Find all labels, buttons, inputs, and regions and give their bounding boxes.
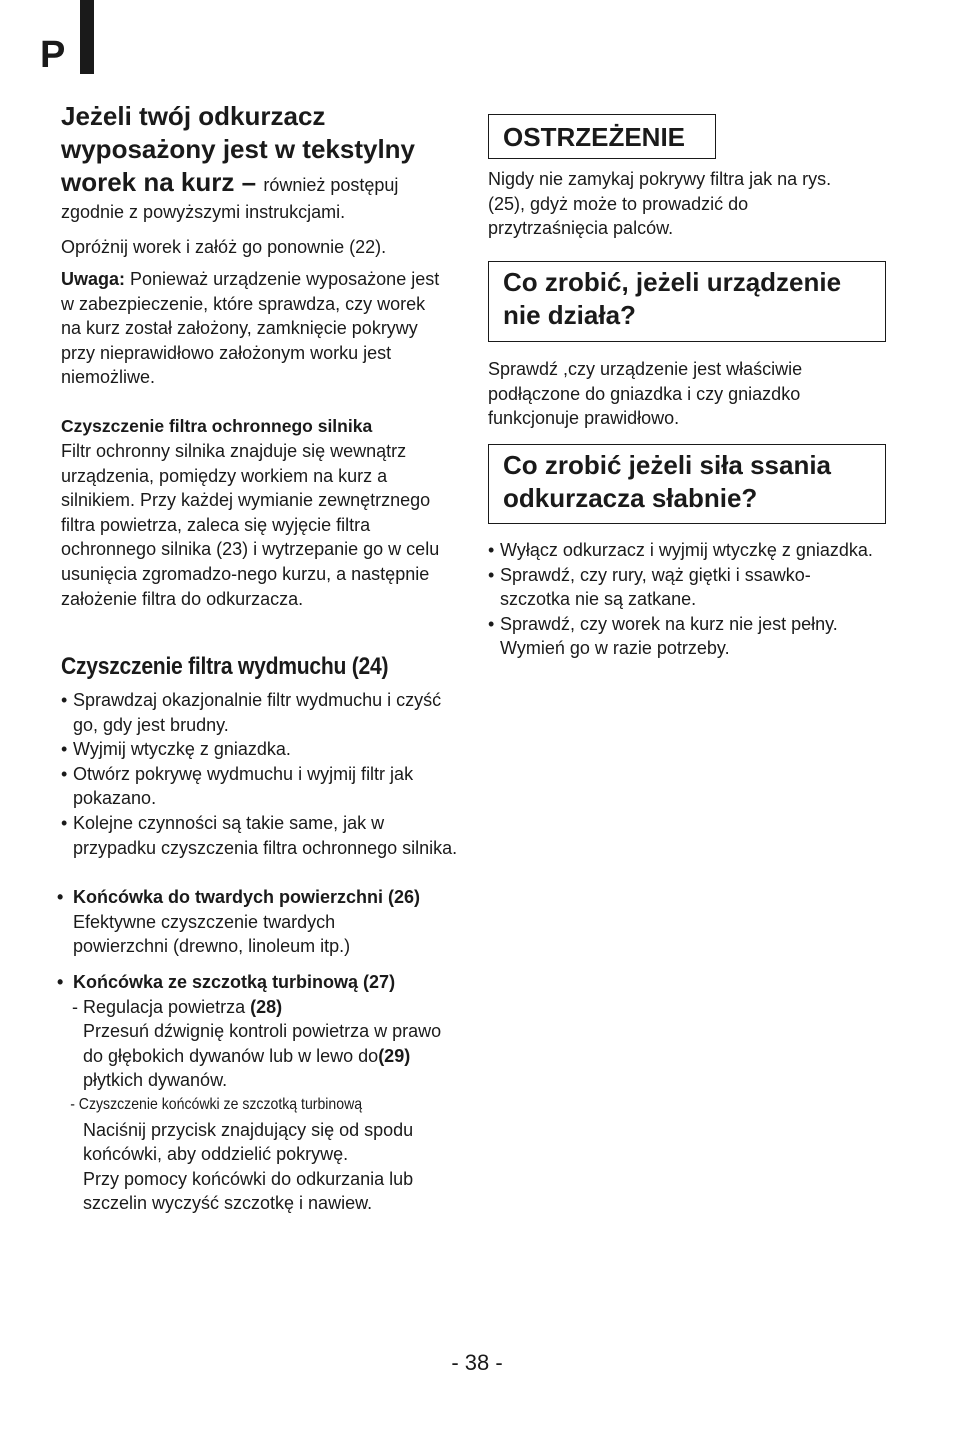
list-item-text: Sprawdzaj okazjonalnie filtr wydmuchu i czyść go, gdy jest brudny.	[73, 690, 442, 735]
suction-title: Co zrobić jeżeli siła ssania odkurzacza słabnie?	[503, 450, 832, 513]
list-item: • Wyłącz odkurzacz i wyjmij wtyczkę z gniazdka.	[488, 540, 873, 560]
exhaust-filter-list	[61, 688, 461, 860]
list-item-text: Sprawdź, czy worek na kurz nie jest pełny. Wymień go w razie potrzeby.	[500, 613, 838, 659]
exhaust-filter-title: Czyszczenie filtra wydmuchu (24)	[61, 653, 389, 680]
warning-text: Nigdy nie zamykaj pokrywy filtra jak na rys. (25), gdyż może to prowadzić do przytrzaśnięcia palców.	[488, 169, 832, 239]
turbo-clean-text-2: Przy pomocy końcówki do odkurzania lub szczelin wyczyść szczotkę i nawiew.	[83, 1168, 414, 1214]
air-regulation-text-b: płytkich dywanów.	[83, 1070, 228, 1091]
list-item: • Kolejne czynności są takie same, jak w przypadku czyszczenia filtra ochronnego silnika.	[61, 812, 458, 858]
heading-line-1: Jeżeli twój odkurzacz	[61, 101, 326, 131]
note-text: Ponieważ urządzenie wyposażone jest w zabezpieczenie, które sprawdza, czy worek na kurz został założony, zamknięcie pokrywy przy nieprawidłowo założonym worku jest niemożliwe.	[61, 269, 440, 388]
motor-filter-title: Czyszczenie filtra ochronnego silnika	[61, 416, 373, 436]
air-regulation-label-line	[57, 995, 467, 1020]
turbo-clean-label: - Czyszczenie końcówki ze szczotką turbinową	[70, 1095, 363, 1113]
turbo-brush-title-text: Końcówka ze szczotką turbinową (27)	[73, 972, 396, 992]
warning-title: OSTRZEŻENIE	[503, 122, 686, 152]
turbo-clean-text-1: Naciśnij przycisk znajdujący się od spodu końcówki, aby oddzielić pokrywę.	[83, 1119, 414, 1165]
air-regulation-ref-2: (29)	[378, 1045, 411, 1066]
language-letter: P	[40, 34, 66, 76]
bullet: •	[57, 972, 64, 992]
heading-tail: również postępuj	[263, 175, 399, 195]
warning-box	[488, 114, 716, 159]
hard-floor-section	[57, 885, 457, 959]
list-item-text: Otwórz pokrywę wydmuchu i wyjmij filtr jak pokazano.	[73, 763, 414, 809]
hard-floor-title	[57, 885, 457, 910]
not-working-text: Sprawdź ,czy urządzenie jest właściwie podłączone do gniazdka i czy gniazdko funkcjonuje prawidłowo.	[488, 359, 803, 429]
note-label: Uwaga:	[61, 269, 126, 289]
not-working-box	[488, 261, 886, 342]
note-paragraph	[61, 267, 441, 390]
hard-floor-title-text: Końcówka do twardych powierzchni (26)	[73, 887, 421, 907]
list-item: • Sprawdź, czy rury, wąż giętki i ssawko-szczotka nie są zatkane.	[488, 564, 811, 610]
list-item: • Wyjmij wtyczkę z gniazdka.	[61, 739, 291, 760]
heading-line-2: wyposażony jest w tekstylny	[61, 134, 416, 164]
list-item-text: Wyłącz odkurzacz i wyjmij wtyczkę z gniazdka.	[500, 540, 873, 560]
heading-line-3-text: worek na kurz	[61, 167, 235, 197]
air-regulation-text-a: Przesuń dźwignię kontroli powietrza w prawo do głębokich dywanów lub w lewo do	[83, 1021, 442, 1066]
heading-dash: –	[241, 167, 257, 197]
list-item: • Sprawdzaj okazjonalnie filtr wydmuchu i czyść go, gdy jest brudny.	[61, 690, 442, 735]
suction-box	[488, 444, 886, 524]
turbo-brush-section	[57, 970, 467, 1216]
motor-filter-text: Filtr ochronny silnika znajduje się wewnątrz urządzenia, pomiędzy workiem na kurz a silnikiem. Przy każdej wymianie zewnętrznego filtra powietrza, zaleca się wyjęcie filtra ochronnego silnika (23) i wytrzepanie go w celu usunięcia zgromadzo-nego kurzu, a następnie założenie filtra do odkurzacza.	[61, 441, 440, 609]
list-item-text: Sprawdź, czy rury, wąż giętki i ssawko-szczotka nie są zatkane.	[500, 564, 811, 610]
bullet: •	[57, 887, 64, 907]
list-item: • Otwórz pokrywę wydmuchu i wyjmij filtr jak pokazano.	[61, 763, 414, 809]
air-regulation-text	[57, 1019, 463, 1093]
air-regulation-label: - Regulacja powietrza	[72, 996, 246, 1017]
suction-list	[488, 538, 898, 661]
air-regulation-ref: (28)	[250, 996, 283, 1017]
language-bar	[80, 0, 94, 74]
heading-line-3	[61, 166, 471, 202]
empty-bag-instruction: Opróżnij worek i załóż go ponownie (22).	[61, 237, 387, 257]
textile-bag-heading	[61, 100, 471, 202]
page-number: - 38 -	[451, 1350, 503, 1375]
hard-floor-text: Efektywne czyszczenie twardych powierzchni (drewno, linoleum itp.)	[73, 911, 351, 957]
not-working-title: Co zrobić, jeżeli urządzenie nie działa?	[503, 267, 842, 330]
list-item: • Sprawdź, czy worek na kurz nie jest pełny. Wymień go w razie potrzeby.	[488, 613, 838, 659]
turbo-brush-title	[57, 970, 467, 995]
list-item-text: Wyjmij wtyczkę z gniazdka.	[73, 739, 291, 760]
heading-continuation: zgodnie z powyższymi instrukcjami.	[61, 202, 346, 222]
list-item-text: Kolejne czynności są takie same, jak w przypadku czyszczenia filtra ochronnego silnika.	[73, 812, 458, 858]
